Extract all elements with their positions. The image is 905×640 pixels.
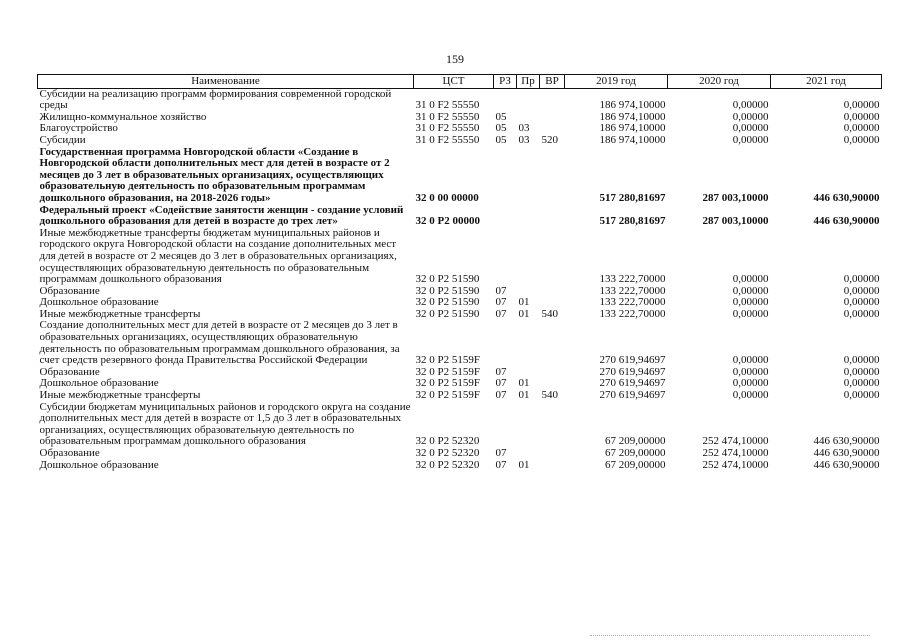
footer-rule: [590, 635, 870, 636]
row-cst: 31 0 F2 55550: [415, 133, 480, 146]
header-rz: РЗ: [494, 75, 517, 89]
row-name: Благоустройство: [39, 122, 118, 135]
row-value-2019: 67 209,00000: [605, 435, 666, 448]
header-2019: 2019 год: [565, 75, 668, 89]
row-rz: [494, 88, 517, 112]
row-value-2021: 0,00000: [843, 122, 880, 135]
row-name: Государственная программа Новгородской области «Создание в Новгородской области дополнительных мест для детей в возрасте от 2 месяцев до 3 лет в образовательных организациях, осуществляющих образовательную деятельность по образовательным программам дошкольного образования, на 2018-2026 годы»: [39, 145, 390, 204]
header-pr: Пр: [517, 75, 540, 89]
row-vr: [540, 112, 565, 124]
row-vr: [540, 460, 565, 472]
row-value-2019: 517 280,81697: [599, 191, 666, 204]
table-row: [38, 448, 882, 460]
row-pr: [517, 205, 540, 228]
row-name: Создание дополнительных мест для детей в возрасте от 2 месяцев до 3 лет в образовательных организациях, осуществляющих образовательную деятельность по образовательным программам дошкольного образования, за счет средств резервного фонда Правительства Российской Федерации: [39, 319, 400, 367]
budget-table: [37, 74, 882, 471]
row-name: Образование: [39, 447, 100, 459]
row-name: Образование: [39, 365, 100, 378]
row-value-2019: 270 619,94697: [599, 389, 666, 402]
row-value-2019: 186 974,10000: [599, 110, 666, 123]
row-pr: 01: [518, 307, 530, 320]
row-value-2019: 270 619,94697: [599, 365, 666, 378]
row-value-2019: 186 974,10000: [599, 122, 666, 135]
row-value-2020: 0,00000: [732, 307, 769, 320]
row-value-2020: 0,00000: [732, 273, 769, 286]
row-value-2021: 446 630,90000: [813, 435, 880, 448]
page-number: 159: [446, 52, 464, 66]
row-rz: 07: [495, 377, 507, 390]
row-value-2021: 0,00000: [843, 99, 880, 112]
row-name: Дошкольное образование: [39, 377, 159, 390]
table-row: [38, 135, 882, 147]
row-rz: [494, 320, 517, 366]
row-value-2020: 0,00000: [732, 365, 769, 378]
row-value-2021: 0,00000: [843, 296, 880, 309]
row-cst: 31 0 F2 55550: [415, 99, 480, 112]
row-pr: 01: [518, 458, 530, 471]
header-name: Наименование: [38, 75, 414, 89]
row-cst: 32 0 P2 51590: [415, 284, 480, 297]
row-name: Иные межбюджетные трансферты бюджетам муниципальных районов и городского округа Новгородской области на создание дополнительных мест для детей в возрасте от 2 месяцев до 3 лет в образовательных организациях, осуществляющих образовательную деятельность по образовательным программам дошкольного образования: [39, 226, 397, 286]
table-row: [38, 88, 882, 112]
header-2020: 2020 год: [668, 75, 771, 89]
table-row: [38, 320, 882, 366]
row-pr: 03: [518, 122, 530, 135]
row-rz: [494, 205, 517, 228]
row-rz: [494, 147, 517, 205]
row-value-2021: 0,00000: [843, 377, 880, 390]
row-name: Иные межбюджетные трансферты: [39, 389, 201, 402]
row-value-2021: 446 630,90000: [813, 191, 880, 204]
row-value-2019: 67 209,00000: [605, 447, 666, 459]
row-value-2019: 186 974,10000: [599, 133, 666, 146]
row-value-2019: 133 222,70000: [599, 284, 666, 297]
row-vr: [540, 320, 565, 366]
row-value-2019: 133 222,70000: [599, 273, 666, 286]
row-vr: [540, 448, 565, 460]
row-cst: 32 0 P2 51590: [415, 307, 480, 320]
row-value-2020: 0,00000: [732, 377, 769, 390]
row-cst: 32 0 P2 52320: [415, 458, 480, 471]
header-vr: ВР: [540, 75, 565, 89]
row-name: Субсидии на реализацию программ формирования современной городской среды: [39, 87, 392, 112]
row-name: Дошкольное образование: [39, 296, 159, 309]
row-value-2019: 270 619,94697: [599, 377, 666, 390]
row-name: Федеральный проект «Содействие занятости женщин - создание условий дошкольного образования для детей в возрасте до трех лет»: [39, 203, 404, 228]
row-value-2020: 252 474,10000: [702, 435, 769, 448]
row-value-2019: 133 222,70000: [599, 296, 666, 309]
row-value-2021: 446 630,90000: [813, 458, 880, 471]
row-vr: [540, 286, 565, 298]
row-value-2020: 287 003,10000: [702, 215, 769, 228]
row-value-2020: 0,00000: [732, 389, 769, 402]
row-cst: 32 0 P2 5159F: [415, 365, 480, 378]
row-cst: 32 0 P2 5159F: [415, 354, 480, 367]
header-cst: ЦСТ: [414, 75, 494, 89]
row-value-2019: 270 619,94697: [599, 354, 666, 367]
row-cst: 32 0 P2 52320: [415, 435, 480, 448]
row-value-2021: 0,00000: [843, 365, 880, 378]
row-vr: 540: [541, 307, 558, 320]
row-rz: 05: [495, 122, 507, 135]
row-value-2019: 133 222,70000: [599, 307, 666, 320]
row-cst: 32 0 P2 52320: [415, 447, 480, 459]
header-2021: 2021 год: [771, 75, 882, 89]
row-value-2021: 0,00000: [843, 354, 880, 367]
row-vr: 540: [541, 389, 558, 402]
row-rz: 07: [495, 307, 507, 320]
row-rz: 05: [495, 110, 507, 123]
row-value-2020: 0,00000: [732, 296, 769, 309]
row-rz: [494, 402, 517, 448]
row-pr: 01: [518, 389, 530, 402]
row-pr: [517, 320, 540, 366]
row-name: Жилищно-коммунальное хозяйство: [39, 110, 207, 123]
row-rz: 07: [495, 458, 507, 471]
table-row: [38, 402, 882, 448]
row-vr: [540, 228, 565, 286]
row-pr: [517, 147, 540, 205]
row-value-2021: 446 630,90000: [813, 447, 880, 459]
row-cst: 32 0 P2 5159F: [415, 389, 480, 402]
row-pr: 01: [518, 377, 530, 390]
row-vr: [540, 147, 565, 205]
row-value-2021: 446 630,90000: [813, 215, 880, 228]
row-name: Субсидии: [39, 133, 86, 146]
row-name: Образование: [39, 284, 100, 297]
row-value-2020: 287 003,10000: [702, 191, 769, 204]
table-body: [38, 88, 882, 471]
row-cst: 31 0 F2 55550: [415, 122, 480, 135]
row-value-2020: 0,00000: [732, 122, 769, 135]
row-pr: [517, 402, 540, 448]
row-rz: 07: [495, 447, 507, 459]
row-value-2019: 517 280,81697: [599, 215, 666, 228]
row-rz: 05: [495, 133, 507, 146]
row-rz: 07: [495, 365, 507, 378]
row-name: Иные межбюджетные трансферты: [39, 307, 201, 320]
row-pr: 01: [518, 296, 530, 309]
row-cst: 32 0 00 00000: [415, 191, 479, 204]
row-value-2021: 0,00000: [843, 110, 880, 123]
row-value-2021: 0,00000: [843, 273, 880, 286]
row-cst: 32 0 P2 5159F: [415, 377, 480, 390]
row-value-2020: 252 474,10000: [702, 458, 769, 471]
row-name: Дошкольное образование: [39, 458, 159, 471]
row-value-2020: 0,00000: [732, 133, 769, 146]
row-rz: 07: [495, 389, 507, 402]
row-value-2020: 0,00000: [732, 110, 769, 123]
row-value-2020: 0,00000: [732, 99, 769, 112]
row-pr: [517, 448, 540, 460]
row-value-2021: 0,00000: [843, 284, 880, 297]
row-rz: 07: [495, 284, 507, 297]
row-pr: [517, 228, 540, 286]
row-cst: 32 0 P2 00000: [415, 215, 480, 228]
table-row: [38, 228, 882, 286]
row-value-2019: 67 209,00000: [605, 458, 666, 471]
row-rz: [494, 228, 517, 286]
table-row: [38, 460, 882, 472]
row-value-2020: 252 474,10000: [702, 447, 769, 459]
row-value-2020: 0,00000: [732, 284, 769, 297]
row-name: Субсидии бюджетам муниципальных районов и городского округа на создание дополнительных мест для детей в возрасте от 1,5 до 3 лет в образовательных организациях, осуществляющих образовательную деятельность по образовательным программам дошкольного образования: [39, 400, 411, 448]
row-value-2021: 0,00000: [843, 389, 880, 402]
row-pr: [517, 88, 540, 112]
row-vr: [540, 88, 565, 112]
row-value-2021: 0,00000: [843, 307, 880, 320]
row-vr: 520: [541, 133, 558, 146]
row-vr: [540, 402, 565, 448]
table-header-row: [38, 75, 882, 89]
row-vr: [540, 367, 565, 379]
row-cst: 32 0 P2 51590: [415, 296, 480, 309]
row-cst: 32 0 P2 51590: [415, 273, 480, 286]
row-rz: 07: [495, 296, 507, 309]
table-row: [38, 390, 882, 402]
row-value-2020: 0,00000: [732, 354, 769, 367]
row-pr: 03: [518, 133, 530, 146]
row-cst: 31 0 F2 55550: [415, 110, 480, 123]
table-row: [38, 147, 882, 205]
row-value-2019: 186 974,10000: [599, 99, 666, 112]
row-value-2021: 0,00000: [843, 133, 880, 146]
table-row: [38, 205, 882, 228]
row-vr: [540, 205, 565, 228]
